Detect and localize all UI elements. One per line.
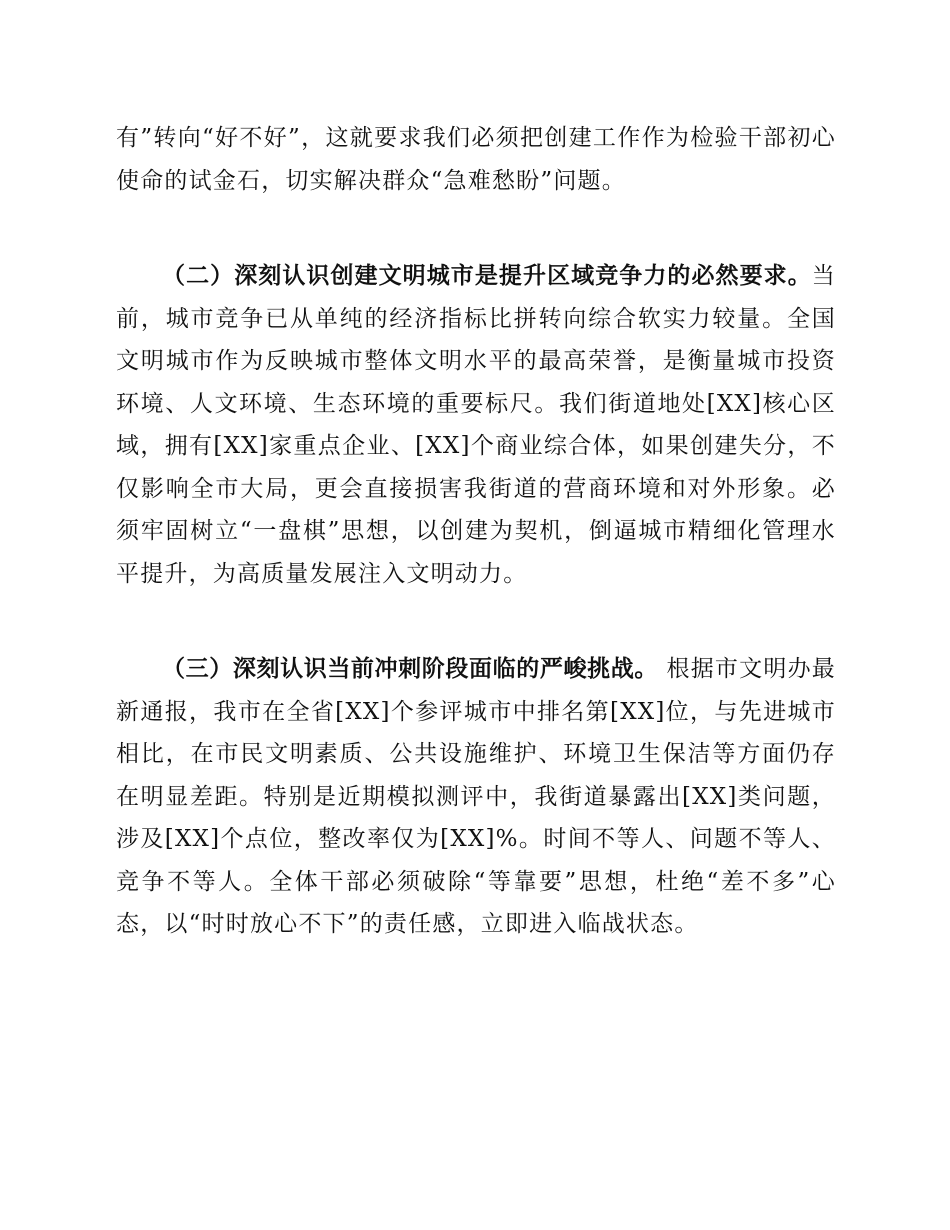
- section-heading: （三）深刻认识当前冲刺阶段面临的严峻挑战。: [162, 656, 658, 682]
- paragraph-section-3: [116, 648, 836, 946]
- paragraph-section-2: [116, 255, 836, 595]
- paragraph-body: 有”转向“好不好”，这就要求我们必须把创建工作作为检验干部初心使命的试金石，切实解决群众“急难愁盼”问题。: [116, 125, 836, 194]
- paragraph-body: 当前，城市竞争已从单纯的经济指标比拼转向综合软实力较量。全国文明城市作为反映城市整体文明水平的最高荣誉，是衡量城市投资环境、人文环境、生态环境的重要标尺。我们街道地处[XX]核心区域，拥有[XX]家重点企业、[XX]个商业综合体，如果创建失分，不仅影响全市大局，更会直接损害我街道的营商环境和对外形象。必须牢固树立“一盘棋”思想，以创建为契机，倒逼城市精细化管理水平提升，为高质量发展注入文明动力。: [116, 263, 836, 587]
- section-heading: （二）深刻认识创建文明城市是提升区域竞争力的必然要求。: [162, 263, 812, 289]
- paragraph-body: 根据市文明办最新通报，我市在全省[XX]个参评城市中排名第[XX]位，与先进城市相比，在市民文明素质、公共设施维护、环境卫生保洁等方面仍存在明显差距。特别是近期模拟测评中，我街道暴露出[XX]类问题，涉及[XX]个点位，整改率仅为[XX]%。时间不等人、问题不等人、竞争不等人。全体干部必须破除“等靠要”思想，杜绝“差不多”心态，以“时时放心不下”的责任感，立即进入临战状态。: [116, 656, 836, 937]
- paragraph-continuation: [116, 117, 836, 202]
